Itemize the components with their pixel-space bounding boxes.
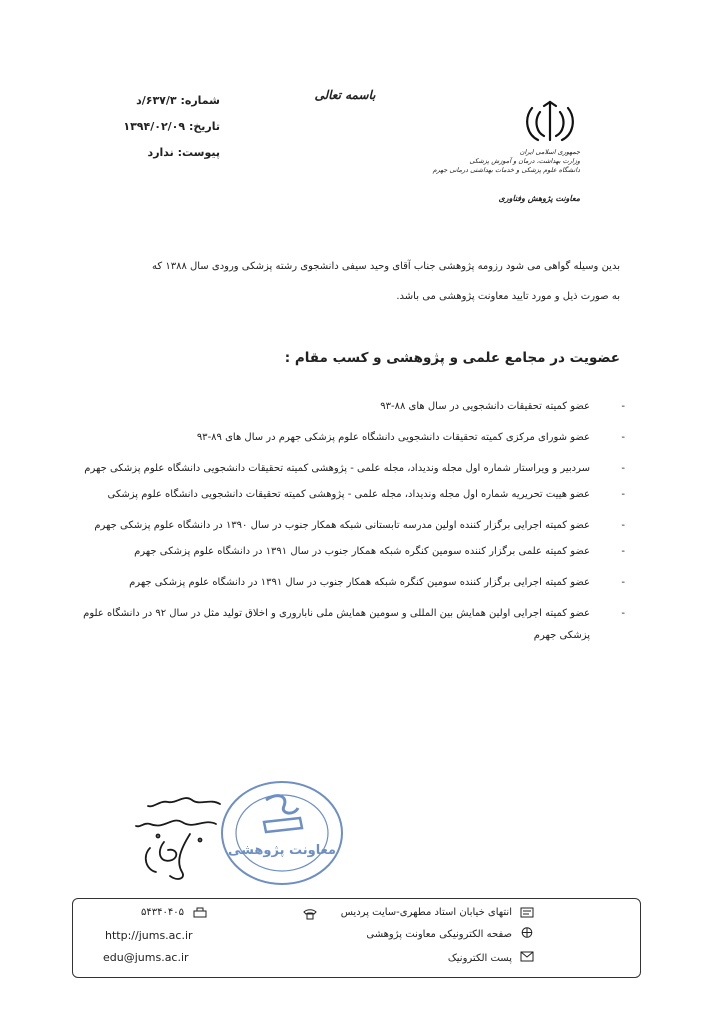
letter-number: شماره: ۶۳۷/۳/د — [136, 94, 220, 107]
intro-paragraph — [80, 252, 620, 312]
membership-list — [80, 396, 625, 656]
email-icon — [520, 951, 534, 962]
invocation: باسمه تعالی — [314, 88, 376, 102]
list-item-text: عضو کمیته تحقیقات دانشجویی در سال های ۸۸-۹۳ — [380, 401, 590, 412]
list-item-text: عضو کمیته اجرایی اولین همایش بین المللی و سومین همایش ملی ناباروری و اخلاق تولید مثل در سال ۹۲ در دانشگاه علوم پزشکی جهرم — [83, 608, 590, 641]
iran-emblem-icon — [520, 100, 580, 146]
bullet: - — [621, 608, 625, 619]
list-item-text: عضو کمیته علمی برگزار کننده سومین کنگره شبکه همکار جنوب در سال ۱۳۹۱ در دانشگاه علوم پزشکی جهرم — [134, 546, 590, 557]
document-meta — [110, 88, 220, 166]
list-item — [80, 541, 625, 563]
bullet: - — [621, 432, 625, 443]
section-heading: عضویت در مجامع علمی و پژوهشی و کسب مقام : — [284, 350, 620, 366]
bullet: - — [621, 546, 625, 557]
institution-line: دانشگاه علوم پزشکی و خدمات بهداشتی درمانی جهرم — [432, 166, 580, 174]
institution-line: وزارت بهداشت، درمان و آموزش پزشکی — [469, 157, 580, 165]
fax-icon — [193, 907, 207, 918]
list-item — [80, 396, 625, 418]
list-item — [80, 603, 625, 647]
official-stamp-icon — [218, 778, 346, 888]
bullet: - — [621, 520, 625, 531]
footer-contact-box — [72, 898, 641, 978]
letter-date: تاریخ: ۱۳۹۴/۰۲/۰۹ — [123, 120, 220, 133]
footer-website[interactable]: http://jums.ac.ir — [105, 929, 193, 942]
list-item-text: عضو شورای مرکزی کمیته تحقیقات دانشجویی دانشگاه علوم پزشکی جهرم در سال های ۸۹-۹۳ — [196, 432, 590, 443]
phone-icon — [303, 909, 317, 920]
footer-address: انتهای خیابان استاد مطهری-سایت پردیس — [340, 907, 512, 918]
stamp-text: معاونت پژوهشی — [228, 843, 336, 858]
list-item-text: عضو کمیته اجرایی برگزار کننده اولین مدرسه تابستانی شبکه همکار جنوب در سال ۱۳۹۰ در دانشگاه علوم پزشکی جهرم — [94, 520, 590, 531]
list-item — [80, 427, 625, 449]
list-item — [80, 572, 625, 594]
list-item-text: عضو کمیته اجرایی برگزار کننده سومین کنگره شبکه همکار جنوب در سال ۱۳۹۱ در دانشگاه علوم پزشکی جهرم — [129, 577, 590, 588]
bullet: - — [621, 463, 625, 474]
signature-icon — [120, 790, 230, 885]
intro-line: به صورت ذیل و مورد تایید معاونت پژوهشی می باشد. — [396, 291, 620, 302]
institution-block — [432, 148, 580, 175]
intro-line: بدین وسیله گواهی می شود رزومه پژوهشی جناب آقای وحید سیفی دانشجوی رشته پزشکی ورودی سال ۱۳۸۸ که — [152, 261, 620, 272]
list-item-text: عضو هییت تحریریه شماره اول مجله وندیداد، مجله علمی - پژوهشی کمیته تحقیقات دانشجویی دانشگاه علوم پزشکی — [107, 489, 590, 500]
letter-attachment: پیوست: ندارد — [147, 146, 220, 159]
list-item — [80, 458, 625, 480]
footer-fax: ۵۴۳۴۰۴۰۵ — [141, 907, 184, 918]
list-item — [80, 515, 625, 537]
home-icon — [520, 907, 534, 918]
bullet: - — [621, 489, 625, 500]
footer-website-label: صفحه الکترونیکی معاونت پژوهشی — [366, 929, 512, 940]
footer-email-label: پست الکترونیک — [447, 953, 512, 964]
list-item — [80, 484, 625, 506]
footer-email[interactable]: edu@jums.ac.ir — [103, 951, 189, 964]
institution-line: جمهوری اسلامی ایران — [519, 148, 580, 156]
list-item-text: سردبیر و ویراستار شماره اول مجله وندیداد، مجله علمی - پژوهشی کمیته تحقیقات دانشجویی دانشگاه علوم پزشکی جهرم — [84, 463, 590, 474]
bullet: - — [621, 577, 625, 588]
department-name: معاونت پژوهش وفناوری — [498, 194, 580, 203]
bullet: - — [621, 401, 625, 412]
globe-icon — [520, 927, 534, 938]
